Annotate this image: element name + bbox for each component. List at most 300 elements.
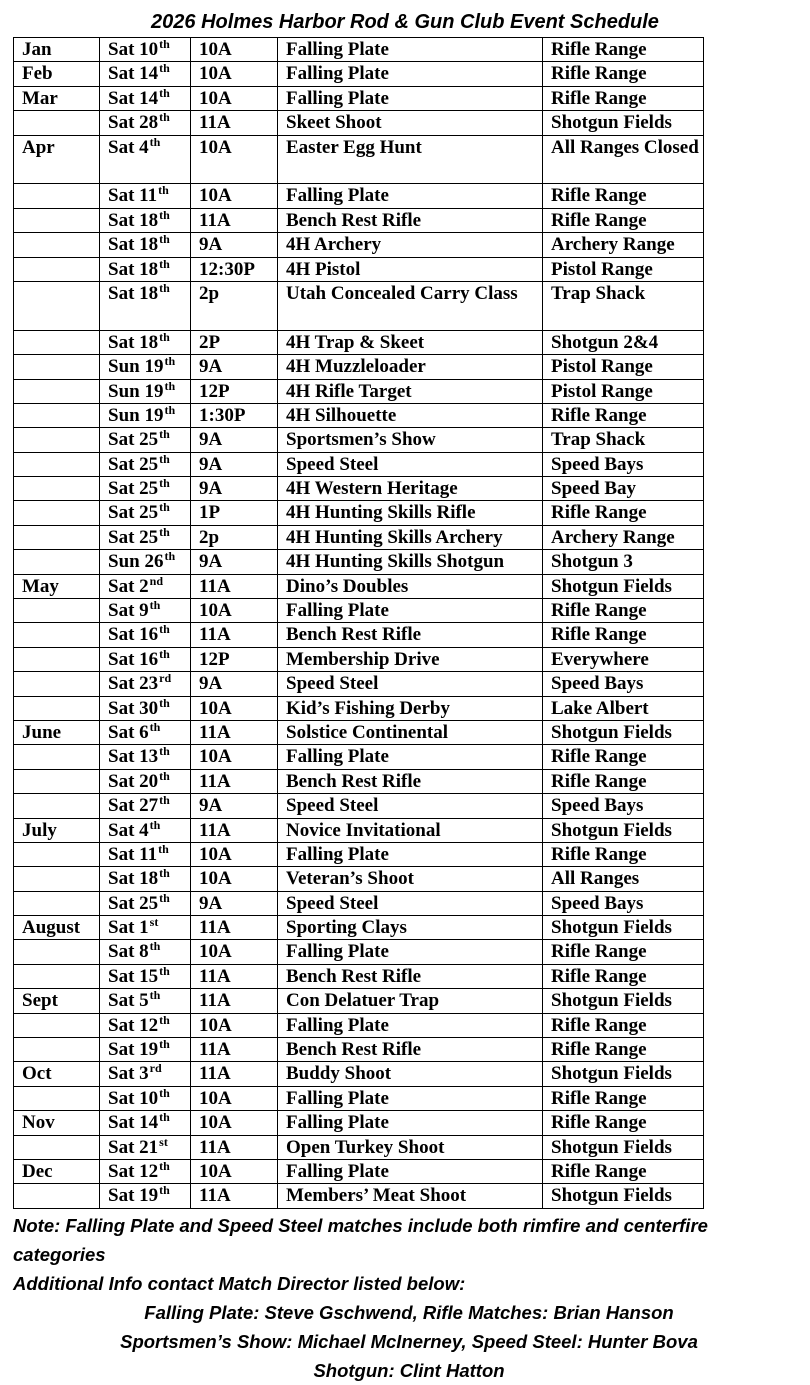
table-row — [14, 135, 704, 184]
date-suffix: th — [159, 622, 170, 637]
location-cell: Archery Range — [543, 233, 704, 257]
table-row — [14, 794, 704, 818]
time-cell: 10A — [191, 38, 278, 62]
month-cell — [14, 672, 100, 696]
location-cell: Rifle Range — [543, 1111, 704, 1135]
date-cell — [100, 1062, 191, 1086]
table-row — [14, 428, 704, 452]
event-cell: Falling Plate — [278, 86, 543, 110]
date-text: Sat 8 — [108, 941, 149, 963]
time-cell: 11A — [191, 769, 278, 793]
time-cell: 12P — [191, 647, 278, 671]
month-cell — [14, 525, 100, 549]
date-cell — [100, 38, 191, 62]
location-cell: Rifle Range — [543, 208, 704, 232]
date-text: Sat 14 — [108, 87, 159, 109]
table-row — [14, 745, 704, 769]
director-line: Shotgun: Clint Hatton — [313, 1360, 505, 1381]
table-row — [14, 867, 704, 891]
table-row — [14, 184, 704, 208]
date-cell — [100, 720, 191, 744]
date-text: Sat 25 — [108, 429, 159, 451]
date-suffix: th — [159, 793, 170, 808]
date-cell — [100, 1135, 191, 1159]
date-suffix: rd — [159, 671, 172, 686]
date-suffix: th — [159, 281, 170, 295]
date-text: Sat 1 — [108, 917, 149, 939]
date-text: Sat 10 — [108, 1087, 159, 1109]
date-text: Sat 19 — [108, 1039, 159, 1061]
event-cell: 4H Hunting Skills Shotgun — [278, 550, 543, 574]
date-cell — [100, 428, 191, 452]
time-cell: 9A — [191, 355, 278, 379]
date-cell — [100, 1013, 191, 1037]
location-cell: Rifle Range — [543, 940, 704, 964]
time-cell: 10A — [191, 940, 278, 964]
date-cell — [100, 794, 191, 818]
date-suffix: th — [159, 500, 170, 515]
date-cell — [100, 477, 191, 501]
date-text: Sat 4 — [108, 136, 149, 158]
table-row — [14, 1038, 704, 1062]
location-cell: Trap Shack — [543, 281, 704, 330]
month-cell — [14, 940, 100, 964]
location-cell: Rifle Range — [543, 599, 704, 623]
date-text: Sat 15 — [108, 965, 159, 987]
date-text: Sat 25 — [108, 502, 159, 524]
date-text: Sat 28 — [108, 112, 159, 134]
date-suffix: th — [149, 720, 161, 734]
date-text: Sat 9 — [108, 600, 149, 622]
table-row — [14, 818, 704, 842]
event-cell: Novice Invitational — [278, 818, 543, 842]
month-cell — [14, 745, 100, 769]
event-cell: Members’ Meat Shoot — [278, 1184, 543, 1208]
location-cell: Rifle Range — [543, 1013, 704, 1037]
director-line: Falling Plate: Steve Gschwend, Rifle Matches: Brian Hanson — [144, 1302, 674, 1323]
date-suffix: th — [159, 866, 170, 881]
date-text: Sun 19 — [108, 380, 164, 402]
time-cell: 2P — [191, 330, 278, 354]
location-cell: Shotgun Fields — [543, 1062, 704, 1086]
location-cell: Shotgun Fields — [543, 989, 704, 1013]
date-suffix: th — [159, 476, 170, 491]
month-cell — [14, 599, 100, 623]
time-cell: 10A — [191, 86, 278, 110]
date-text: Sat 2 — [108, 575, 149, 597]
month-cell — [14, 769, 100, 793]
date-suffix: th — [159, 452, 170, 466]
event-cell: Easter Egg Hunt — [278, 135, 543, 184]
date-suffix: th — [159, 330, 170, 344]
date-suffix: th — [159, 696, 170, 710]
month-cell: Apr — [14, 135, 100, 184]
time-cell: 11A — [191, 623, 278, 647]
month-cell: Feb — [14, 62, 100, 86]
date-cell — [100, 501, 191, 525]
location-cell: Rifle Range — [543, 1086, 704, 1110]
event-cell: 4H Silhouette — [278, 403, 543, 427]
time-cell: 11A — [191, 1135, 278, 1159]
table-row — [14, 330, 704, 354]
time-cell: 12P — [191, 379, 278, 403]
date-text: Sat 25 — [108, 453, 159, 475]
location-cell: Rifle Range — [543, 1038, 704, 1062]
month-cell — [14, 501, 100, 525]
month-cell — [14, 477, 100, 501]
date-text: Sat 18 — [108, 234, 159, 256]
table-row — [14, 477, 704, 501]
date-cell — [100, 1038, 191, 1062]
date-text: Sat 11 — [108, 185, 158, 207]
date-text: Sun 19 — [108, 404, 164, 426]
date-text: Sat 18 — [108, 331, 159, 353]
event-cell: Dino’s Doubles — [278, 574, 543, 598]
time-cell: 11A — [191, 818, 278, 842]
location-cell: Rifle Range — [543, 1160, 704, 1184]
month-cell — [14, 794, 100, 818]
location-cell: Trap Shack — [543, 428, 704, 452]
month-cell — [14, 452, 100, 476]
location-cell: Rifle Range — [543, 62, 704, 86]
location-cell: Rifle Range — [543, 38, 704, 62]
date-suffix: st — [159, 1135, 168, 1149]
month-cell — [14, 623, 100, 647]
table-row — [14, 769, 704, 793]
date-suffix: th — [149, 598, 161, 613]
event-cell: 4H Pistol — [278, 257, 543, 281]
month-cell — [14, 403, 100, 427]
month-cell: Jan — [14, 38, 100, 62]
date-cell — [100, 208, 191, 232]
date-suffix: th — [159, 647, 170, 661]
month-cell: May — [14, 574, 100, 598]
event-cell: Con Delatuer Trap — [278, 989, 543, 1013]
event-cell: Falling Plate — [278, 940, 543, 964]
table-row — [14, 355, 704, 379]
event-cell: Speed Steel — [278, 672, 543, 696]
table-row — [14, 1111, 704, 1135]
location-cell: Pistol Range — [543, 257, 704, 281]
table-row — [14, 989, 704, 1013]
time-cell: 1P — [191, 501, 278, 525]
table-row — [14, 281, 704, 330]
table-row — [14, 452, 704, 476]
date-cell — [100, 550, 191, 574]
date-cell — [100, 769, 191, 793]
month-cell — [14, 1184, 100, 1208]
date-cell — [100, 1184, 191, 1208]
location-cell: Lake Albert — [543, 696, 704, 720]
location-cell: Rifle Range — [543, 403, 704, 427]
date-cell — [100, 135, 191, 184]
date-cell — [100, 696, 191, 720]
date-text: Sat 5 — [108, 990, 149, 1012]
month-cell — [14, 550, 100, 574]
date-cell — [100, 672, 191, 696]
location-cell: Shotgun Fields — [543, 818, 704, 842]
date-text: Sat 18 — [108, 209, 159, 231]
date-text: Sat 13 — [108, 746, 159, 768]
date-suffix: th — [159, 37, 170, 51]
date-suffix: th — [159, 1086, 170, 1100]
location-cell: Shotgun Fields — [543, 916, 704, 940]
time-cell: 11A — [191, 916, 278, 940]
event-cell: Buddy Shoot — [278, 1062, 543, 1086]
time-cell: 1:30P — [191, 403, 278, 427]
location-cell: Everywhere — [543, 647, 704, 671]
month-cell — [14, 1013, 100, 1037]
location-cell: Shotgun 2&4 — [543, 330, 704, 354]
month-cell — [14, 1135, 100, 1159]
date-cell — [100, 623, 191, 647]
date-cell — [100, 525, 191, 549]
date-text: Sat 3 — [108, 1063, 149, 1085]
month-cell — [14, 330, 100, 354]
table-row — [14, 501, 704, 525]
location-cell: Rifle Range — [543, 86, 704, 110]
location-cell: Rifle Range — [543, 184, 704, 208]
date-suffix: th — [159, 525, 170, 539]
date-cell — [100, 452, 191, 476]
location-cell: Pistol Range — [543, 355, 704, 379]
time-cell: 2p — [191, 281, 278, 330]
date-text: Sat 18 — [108, 282, 159, 304]
table-row — [14, 1086, 704, 1110]
event-cell: 4H Archery — [278, 233, 543, 257]
date-suffix: th — [159, 427, 170, 442]
time-cell: 10A — [191, 599, 278, 623]
date-text: Sun 26 — [108, 551, 164, 573]
month-cell: Mar — [14, 86, 100, 110]
month-cell — [14, 1086, 100, 1110]
date-cell — [100, 745, 191, 769]
time-cell: 11A — [191, 208, 278, 232]
date-text: Sat 30 — [108, 697, 159, 719]
table-row — [14, 720, 704, 744]
location-cell: Archery Range — [543, 525, 704, 549]
date-text: Sat 14 — [108, 1112, 159, 1134]
time-cell: 2p — [191, 525, 278, 549]
date-suffix: th — [159, 232, 170, 247]
month-cell: July — [14, 818, 100, 842]
date-suffix: th — [164, 379, 176, 393]
date-cell — [100, 818, 191, 842]
date-text: Sat 10 — [108, 39, 159, 60]
date-cell — [100, 599, 191, 623]
date-text: Sat 25 — [108, 892, 159, 914]
table-row — [14, 891, 704, 915]
time-cell: 11A — [191, 720, 278, 744]
time-cell: 9A — [191, 672, 278, 696]
table-row — [14, 257, 704, 281]
table-row — [14, 623, 704, 647]
event-cell: 4H Western Heritage — [278, 477, 543, 501]
date-text: Sat 16 — [108, 648, 159, 670]
event-cell: Falling Plate — [278, 1160, 543, 1184]
date-cell — [100, 62, 191, 86]
date-text: Sat 12 — [108, 1161, 159, 1182]
date-text: Sat 19 — [108, 1185, 159, 1207]
table-row — [14, 550, 704, 574]
event-cell: Falling Plate — [278, 62, 543, 86]
month-cell — [14, 867, 100, 891]
month-cell — [14, 111, 100, 135]
table-row — [14, 696, 704, 720]
table-row — [14, 38, 704, 62]
date-suffix: st — [149, 915, 159, 930]
month-cell: Sept — [14, 989, 100, 1013]
date-text: Sat 27 — [108, 795, 159, 817]
event-cell: Speed Steel — [278, 794, 543, 818]
time-cell: 10A — [191, 1111, 278, 1135]
date-text: Sat 16 — [108, 624, 159, 646]
date-cell — [100, 257, 191, 281]
date-cell — [100, 1086, 191, 1110]
date-cell — [100, 647, 191, 671]
event-cell: Falling Plate — [278, 1111, 543, 1135]
event-cell: 4H Trap & Skeet — [278, 330, 543, 354]
table-row — [14, 1062, 704, 1086]
table-row — [14, 574, 704, 598]
date-suffix: th — [158, 183, 169, 198]
table-row — [14, 111, 704, 135]
contact-intro: Additional Info contact Match Director listed below: — [13, 1273, 466, 1294]
date-cell — [100, 184, 191, 208]
time-cell: 11A — [191, 1038, 278, 1062]
date-cell — [100, 867, 191, 891]
date-cell — [100, 842, 191, 866]
time-cell: 10A — [191, 842, 278, 866]
date-text: Sat 6 — [108, 721, 149, 743]
time-cell: 9A — [191, 550, 278, 574]
date-text: Sat 18 — [108, 868, 159, 890]
date-suffix: th — [159, 891, 170, 905]
event-cell: Kid’s Fishing Derby — [278, 696, 543, 720]
month-cell — [14, 208, 100, 232]
date-suffix: th — [159, 257, 170, 271]
date-suffix: th — [159, 1183, 170, 1198]
location-cell: Rifle Range — [543, 842, 704, 866]
date-text: Sat 23 — [108, 673, 159, 695]
event-cell: Skeet Shoot — [278, 111, 543, 135]
date-suffix: th — [164, 354, 176, 369]
date-suffix: th — [159, 86, 170, 100]
schedule-body — [14, 38, 704, 1209]
date-suffix: th — [159, 1037, 170, 1052]
event-cell: Falling Plate — [278, 599, 543, 623]
location-cell: Shotgun Fields — [543, 1184, 704, 1208]
event-cell: Bench Rest Rifle — [278, 623, 543, 647]
date-cell — [100, 403, 191, 427]
date-cell — [100, 379, 191, 403]
month-cell — [14, 355, 100, 379]
event-schedule-table — [13, 37, 704, 1209]
event-cell: Open Turkey Shoot — [278, 1135, 543, 1159]
event-cell: Utah Concealed Carry Class — [278, 281, 543, 330]
location-cell: Rifle Range — [543, 501, 704, 525]
table-row — [14, 940, 704, 964]
event-cell: Bench Rest Rifle — [278, 964, 543, 988]
table-row — [14, 62, 704, 86]
time-cell: 10A — [191, 62, 278, 86]
event-cell: 4H Hunting Skills Archery — [278, 525, 543, 549]
time-cell: 12:30P — [191, 257, 278, 281]
month-cell: Oct — [14, 1062, 100, 1086]
date-text: Sun 19 — [108, 356, 164, 378]
location-cell: Shotgun Fields — [543, 1135, 704, 1159]
month-cell: Dec — [14, 1160, 100, 1184]
event-cell: 4H Rifle Target — [278, 379, 543, 403]
page-title: 2026 Holmes Harbor Rod & Gun Club Event Schedule — [151, 11, 659, 33]
time-cell: 9A — [191, 891, 278, 915]
location-cell: Shotgun Fields — [543, 720, 704, 744]
event-cell: Falling Plate — [278, 38, 543, 62]
date-cell — [100, 989, 191, 1013]
date-suffix: th — [159, 110, 170, 125]
time-cell: 9A — [191, 428, 278, 452]
date-suffix: th — [159, 744, 170, 759]
month-cell — [14, 257, 100, 281]
time-cell: 11A — [191, 964, 278, 988]
table-row — [14, 1184, 704, 1208]
location-cell: Speed Bays — [543, 672, 704, 696]
date-cell — [100, 233, 191, 257]
month-cell: June — [14, 720, 100, 744]
time-cell: 11A — [191, 989, 278, 1013]
date-cell — [100, 940, 191, 964]
date-cell — [100, 574, 191, 598]
event-cell: Falling Plate — [278, 1086, 543, 1110]
month-cell — [14, 428, 100, 452]
date-suffix: th — [159, 1159, 170, 1173]
event-cell: Falling Plate — [278, 745, 543, 769]
table-row — [14, 916, 704, 940]
date-text: Sat 4 — [108, 819, 149, 841]
table-row — [14, 233, 704, 257]
table-row — [14, 1013, 704, 1037]
table-row — [14, 208, 704, 232]
event-cell: Falling Plate — [278, 184, 543, 208]
table-row — [14, 86, 704, 110]
location-cell: Shotgun Fields — [543, 111, 704, 135]
table-row — [14, 647, 704, 671]
date-cell — [100, 916, 191, 940]
date-suffix: th — [149, 939, 161, 954]
location-cell: Rifle Range — [543, 623, 704, 647]
date-suffix: th — [164, 549, 176, 564]
event-cell: Veteran’s Shoot — [278, 867, 543, 891]
date-suffix: th — [159, 1013, 170, 1027]
event-cell: Sporting Clays — [278, 916, 543, 940]
note-text: Note: Falling Plate and Speed Steel matches include both rimfire and centerfire categories — [13, 1215, 708, 1265]
event-cell: 4H Hunting Skills Rifle — [278, 501, 543, 525]
location-cell: Rifle Range — [543, 964, 704, 988]
time-cell: 10A — [191, 745, 278, 769]
table-row — [14, 379, 704, 403]
date-suffix: rd — [149, 1061, 162, 1076]
date-cell — [100, 964, 191, 988]
event-cell: 4H Muzzleloader — [278, 355, 543, 379]
location-cell: Speed Bay — [543, 477, 704, 501]
event-cell: Bench Rest Rifle — [278, 1038, 543, 1062]
table-row — [14, 1135, 704, 1159]
date-suffix: th — [159, 1110, 170, 1125]
date-cell — [100, 330, 191, 354]
location-cell: Speed Bays — [543, 452, 704, 476]
location-cell: All Ranges Closed — [543, 135, 704, 184]
date-suffix: th — [149, 135, 161, 149]
